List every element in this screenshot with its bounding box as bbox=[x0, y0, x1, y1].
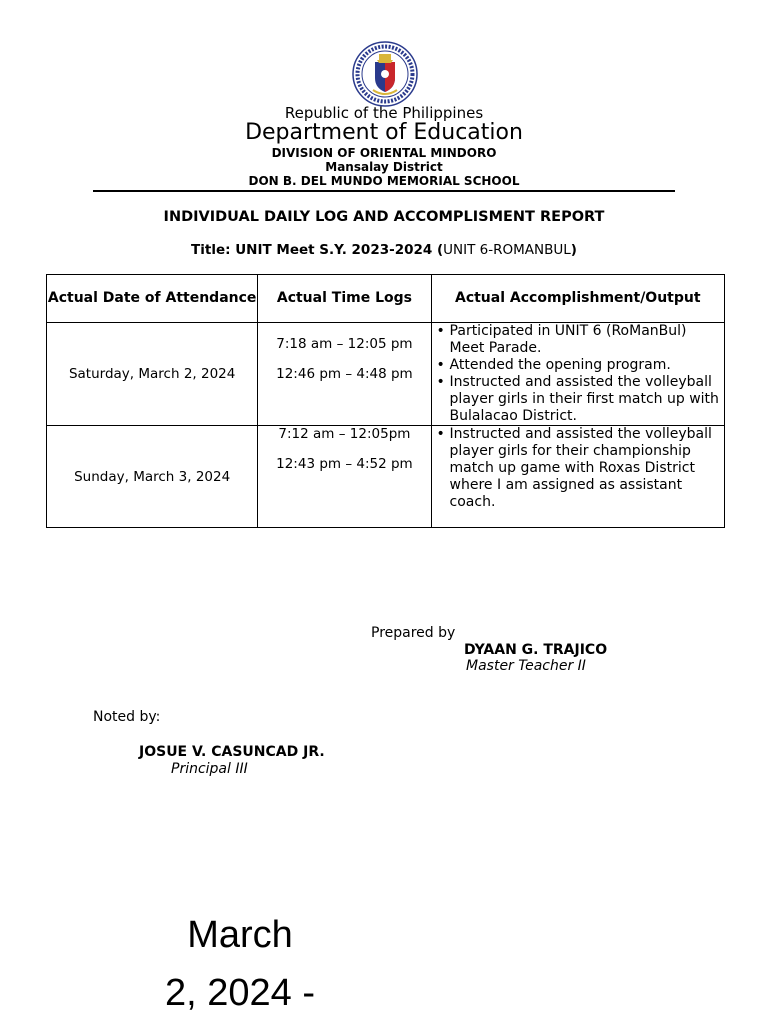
header-date: Actual Date of Attendance bbox=[47, 275, 258, 323]
table-header-row bbox=[47, 275, 725, 323]
time-cell bbox=[258, 426, 431, 528]
bullet-icon: • bbox=[436, 357, 445, 373]
district-line: Mansalay District bbox=[325, 160, 443, 174]
table-row bbox=[47, 323, 725, 426]
accomplishment-cell bbox=[431, 426, 724, 528]
bullet-icon: • bbox=[436, 426, 445, 442]
accomplishment-text: Instructed and assisted the volleyball player girls for their championship match up game with Roxas District where I am assigned as assistant coach. bbox=[449, 426, 712, 510]
list-item bbox=[437, 357, 724, 374]
table-row bbox=[47, 426, 725, 528]
accomplishment-cell bbox=[431, 323, 724, 426]
title-label: Title: UNIT Meet S.Y. 2023-2024 ( bbox=[191, 242, 444, 258]
noter-position: Principal III bbox=[171, 761, 248, 777]
list-item bbox=[437, 426, 724, 511]
accomplishment-text: Instructed and assisted the volleyball player girls in their first match up with Bulalacao District. bbox=[449, 374, 719, 424]
title-unit: UNIT 6-ROMANBUL bbox=[443, 242, 571, 258]
date-cell: Saturday, March 2, 2024 bbox=[47, 323, 258, 426]
footer-date-line-1: March bbox=[187, 914, 293, 956]
time-cell bbox=[258, 323, 431, 426]
title-close: ) bbox=[570, 242, 577, 258]
noter-name: JOSUE V. CASUNCAD JR. bbox=[139, 744, 325, 760]
preparer-position: Master Teacher II bbox=[466, 658, 586, 674]
footer-date-line-2: 2, 2024 - bbox=[165, 972, 315, 1014]
accomplishment-list bbox=[432, 426, 724, 511]
department-title: Department of Education bbox=[245, 120, 523, 145]
bullet-icon: • bbox=[436, 374, 445, 390]
time-log: 12:43 pm – 4:52 pm bbox=[276, 456, 413, 472]
list-item bbox=[437, 374, 724, 425]
list-item bbox=[437, 323, 724, 357]
accomplishment-list bbox=[432, 323, 724, 425]
header-divider bbox=[93, 190, 675, 192]
report-heading: INDIVIDUAL DAILY LOG AND ACCOMPLISMENT REPORT bbox=[163, 209, 605, 225]
header-time: Actual Time Logs bbox=[258, 275, 431, 323]
accomplishment-text: Participated in UNIT 6 (RoManBul) Meet Parade. bbox=[449, 323, 687, 356]
daily-log-table bbox=[46, 274, 725, 528]
school-line: DON B. DEL MUNDO MEMORIAL SCHOOL bbox=[248, 174, 520, 188]
preparer-name: DYAAN G. TRAJICO bbox=[464, 642, 608, 658]
accomplishment-text: Attended the opening program. bbox=[449, 357, 671, 373]
noted-by-label: Noted by: bbox=[93, 709, 161, 725]
report-title-line bbox=[0, 242, 768, 258]
time-log: 12:46 pm – 4:48 pm bbox=[276, 366, 413, 382]
republic-line: Republic of the Philippines bbox=[284, 104, 484, 122]
deped-seal-logo bbox=[343, 40, 427, 108]
time-log: 7:12 am – 12:05pm bbox=[278, 426, 411, 442]
date-cell: Sunday, March 3, 2024 bbox=[47, 426, 258, 528]
bullet-icon: • bbox=[436, 323, 445, 339]
header-accomplishment: Actual Accomplishment/Output bbox=[431, 275, 724, 323]
division-line: DIVISION OF ORIENTAL MINDORO bbox=[271, 146, 497, 160]
time-log: 7:18 am – 12:05 pm bbox=[276, 336, 413, 352]
prepared-by-label: Prepared by bbox=[371, 625, 456, 641]
